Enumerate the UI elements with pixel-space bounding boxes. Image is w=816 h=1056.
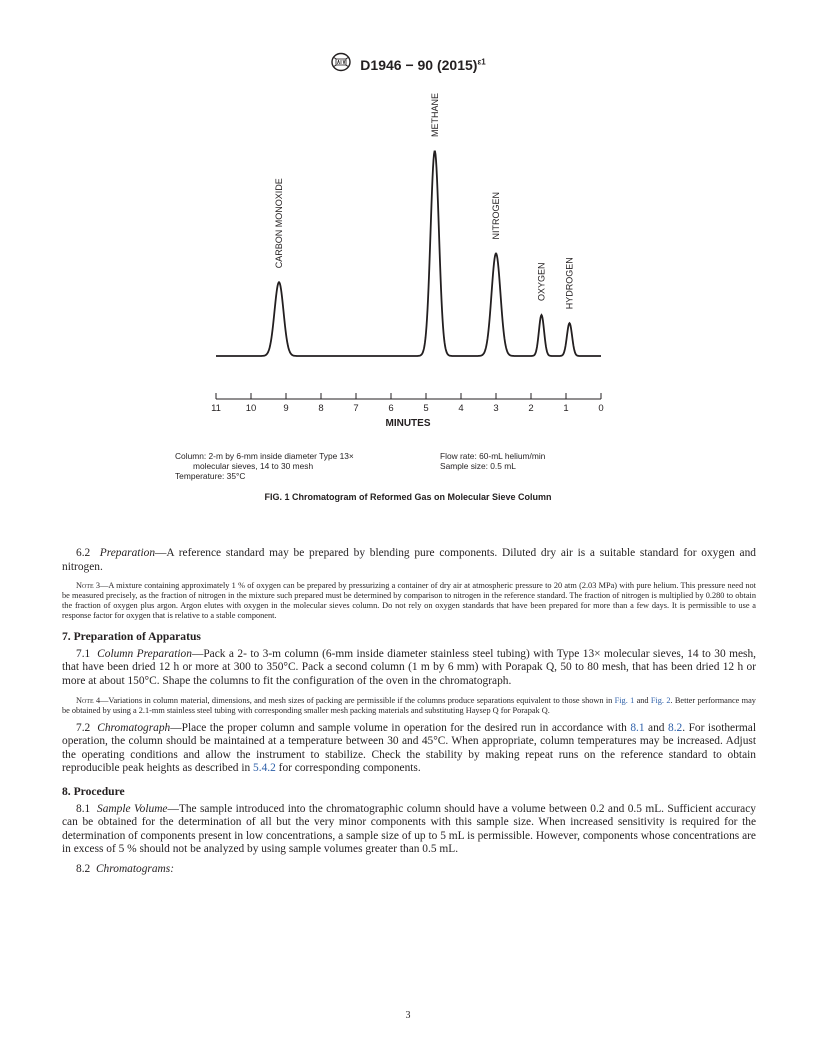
section-8-2-link[interactable]: 8.2 [668, 721, 683, 734]
page-number: 3 [405, 1010, 411, 1021]
paragraph-7-1: 7.1 Column Preparation—Pack a 2- to 3-m column (6-mm inside diameter stainless steel tubing) with Type 13× molecular sieves, 14 to 30 mesh, that have been dried 12 h or more at 300 to 350°C. Pack a second column (1 m by 6 mm) with Porapak Q, 50 to 80 mesh, that has been dried 12 h or more at about 150°C. Shape the columns to fit the configuration of the oven in the chromatograph. [62, 647, 757, 687]
x-tick-label: 9 [283, 403, 289, 414]
peak-label-carbon-monoxide: CARBON MONOXIDE [274, 178, 284, 269]
x-tick-label: 3 [493, 403, 499, 414]
paragraph-8-2: 8.2 Chromatograms: [76, 862, 175, 875]
x-tick-label: 2 [528, 403, 534, 414]
section-heading-7: 7. Preparation of Apparatus [62, 630, 201, 644]
x-tick-label: 1 [563, 403, 569, 414]
fig-2-link[interactable]: Fig. 2 [650, 695, 671, 705]
x-tick-label: 10 [245, 403, 257, 414]
figure-notes-left [175, 451, 354, 481]
note-3: Note 3—A mixture containing approximately 1 % of oxygen can be prepared by pressurizing a container of dry air at atmospheric pressure to 20 atm (2.03 MPa) with pure helium. This pressure need not be measured precisely, as the fraction of nitrogen in the mixture such prepared must be determined by comparison to nitrogen in the reference standard. The fraction of nitrogen is multiplied by 0.280 to obtain the fraction of oxygen plus argon. Argon elutes with oxygen in the molecular sieves column. Do not rely on oxygen standards that have been prepared for more than a few days. It is permissible to use a response factor for oxygen that is relative to a stable component. [62, 581, 756, 621]
note-line: Temperature: 35°C [175, 471, 246, 481]
peak-label-methane: METHANE [429, 92, 440, 137]
figure-notes-right [440, 451, 545, 471]
note-line: Flow rate: 60-mL helium/min [440, 451, 546, 461]
section-heading-8: 8. Procedure [62, 784, 125, 798]
x-tick-label: 6 [388, 403, 394, 414]
section-8-1-link[interactable]: 8.1 [630, 721, 645, 734]
x-tick-label: 5 [423, 403, 429, 414]
x-tick-label: 11 [211, 403, 221, 414]
x-tick-label: 0 [598, 403, 604, 414]
chromatogram-chart [200, 80, 620, 430]
x-axis-label: MINUTES [385, 418, 431, 429]
note-4: Note 4—Variations in column material, dimensions, and mesh sizes of packing are permissible if the columns produce separations equivalent to those shown in Fig. 1 and Fig. 2. Better performance may be obtained by using a 2.1-mm stainless steel tubing with corresponding smaller mesh packing materials and substituting Haysep Q for Porapak Q. [62, 695, 756, 715]
note-line: Column: 2-m by 6-mm inside diameter Type 13× [175, 451, 354, 461]
epsilon-superscript: ε1 [477, 56, 486, 66]
section-5-4-2-link[interactable]: 5.4.2 [253, 762, 276, 775]
x-tick-label: 7 [353, 403, 359, 414]
peak-label-hydrogen: HYDROGEN [564, 257, 575, 310]
peak-label-oxygen: OXYGEN [536, 262, 547, 301]
page-header [0, 52, 816, 77]
paragraph-7-2: 7.2 Chromatograph—Place the proper column and sample volume in operation for the desired run in accordance with 8.1 and 8.2. For isothermal operation, the column should be maintained at a temperature between 30 and 45°C. When appropriate, column temperatures may be increased. Adjust the operating conditions and allow the instrument to stabilize. Check the stability by making repeat runs on the reference standard to obtain reproducible peak heights as described in 5.4.2 for corresponding components. [62, 721, 756, 775]
body-text [62, 547, 756, 877]
fig-1-link[interactable]: Fig. 1 [614, 695, 635, 705]
astm-logo-icon [330, 52, 352, 77]
figure-caption: FIG. 1 Chromatogram of Reformed Gas on Molecular Sieve Column [264, 492, 552, 502]
paragraph-6-2: 6.2 Preparation—A reference standard may be prepared by blending pure components. Diluted dry air is a suitable standard for oxygen and nitrogen. [62, 547, 756, 573]
x-tick-label: 8 [318, 403, 324, 414]
paragraph-8-1: 8.1 Sample Volume—The sample introduced into the chromatographic column should have a volume between 0.2 and 0.5 mL. Sufficient accuracy can be obtained for the determination of all but the very minor components with this sample size. When increased sensitivity is required for the determination of components present in low concentrations, a sample size of up to 5 mL is permissible. However, components whose concentrations are in excess of 5 % should not be analyzed by using sample volumes greater than 0.5 mL. [62, 802, 756, 856]
standard-designation: D1946 − 90 $(2015)^{\varepsilon 1}$ [360, 56, 486, 73]
x-tick-label: 4 [458, 403, 464, 414]
note-line: molecular sieves, 14 to 30 mesh [193, 461, 314, 471]
note-line: Sample size: 0.5 mL [440, 461, 516, 471]
peak-label-nitrogen: NITROGEN [491, 191, 501, 240]
